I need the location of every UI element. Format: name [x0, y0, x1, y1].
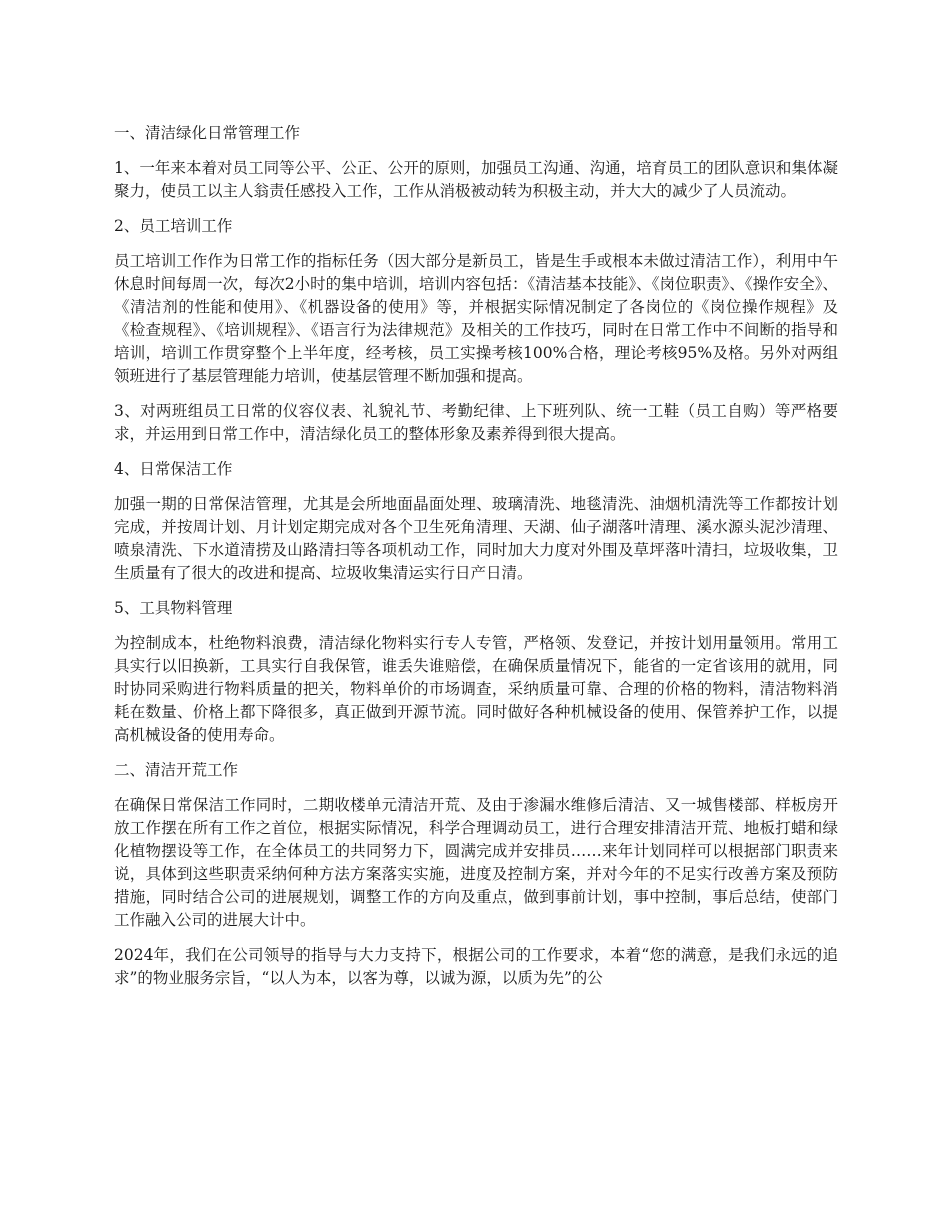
- section-heading-daily-cleaning: 4、日常保洁工作: [114, 460, 233, 478]
- paragraph-daily-cleaning: 加强一期的日常保洁管理，尤其是会所地面晶面处理、玻璃清洗、地毯清洗、油烟机清洗等工作都按计划完成，并按周计划、月计划定期完成对各个卫生死角清理、天湖、仙子湖落叶清理、溪水源头泥沙清理、喷泉清洗、下水道清捞及山路清扫等各项机动工作，同时加大力度对外围及草坪落叶清扫，垃圾收集，卫生质量有了很大的改进和提高、垃圾收集清运实行日产日清。: [114, 495, 838, 582]
- paragraph-appearance-discipline: 3、对两班组员工日常的仪容仪表、礼貌礼节、考勤纪律、上下班列队、统一工鞋（员工自购）等严格要求，并运用到日常工作中，清洁绿化员工的整体形象及素养得到很大提高。: [114, 402, 838, 443]
- section-heading-staff-training: 2、员工培训工作: [114, 217, 233, 235]
- paragraph-staff-communication: 1、一年来本着对员工同等公平、公正、公开的原则，加强员工沟通、沟通，培育员工的团队意识和集体凝聚力，使员工以主人翁责任感投入工作，工作从消极被动转为积极主动，并大大的减少了人员流动。: [114, 159, 838, 200]
- paragraph-year-summary: 2024年，我们在公司领导的指导与大力支持下，根据公司的工作要求，本着“您的满意，是我们永远的追求”的物业服务宗旨，“以人为本，以客为尊，以诚为源，以质为先”的公: [114, 946, 838, 987]
- paragraph-land-clearing: 在确保日常保洁工作同时，二期收楼单元清洁开荒、及由于渗漏水维修后清洁、又一城售楼部、样板房开放工作摆在所有工作之首位，根据实际情况，科学合理调动员工，进行合理安排清洁开荒、地板打蜡和绿化植物摆设等工作，在全体员工的共同努力下，圆满完成并安排员……来年计划同样可以根据部门职责来说，具体到这些职责采纳何种方法方案落实实施，进度及控制方案，并对今年的不足实行改善方案及预防措施，同时结合公司的进展规划，调整工作的方向及重点，做到事前计划，事中控制，事后总结，使部门工作融入公司的进展大计中。: [114, 796, 838, 929]
- section-heading-cleaning-management: 一、清洁绿化日常管理工作: [114, 124, 301, 142]
- section-heading-land-clearing: 二、清洁开荒工作: [114, 761, 239, 779]
- section-heading-tools-materials: 5、工具物料管理: [114, 599, 233, 617]
- document-body: [114, 122, 838, 1002]
- paragraph-tools-materials: 为控制成本，杜绝物料浪费，清洁绿化物料实行专人专管，严格领、发登记，并按计划用量领用。常用工具实行以旧换新，工具实行自我保管，谁丢失谁赔偿，在确保质量情况下，能省的一定省该用的就用，同时协同采购进行物料质量的把关，物料单价的市场调查，采纳质量可靠、合理的价格的物料，清洁物料消耗在数量、价格上都下降很多，真正做到开源节流。同时做好各种机械设备的使用、保管养护工作，以提高机械设备的使用寿命。: [114, 634, 838, 744]
- paragraph-staff-training: 员工培训工作作为日常工作的指标任务（因大部分是新员工，皆是生手或根本未做过清洁工作），利用中午休息时间每周一次，每次2小时的集中培训，培训内容包括：《清洁基本技能》、《岗位职责》、《操作安全》、《清洁剂的性能和使用》、《机器设备的使用》等，并根据实际情况制定了各岗位的《岗位操作规程》及《检查规程》、《培训规程》、《语言行为法律规范》及相关的工作技巧，同时在日常工作中不间断的指导和培训，培训工作贯穿整个上半年度，经考核，员工实操考核100%合格，理论考核95%及格。另外对两组领班进行了基层管理能力培训，使基层管理不断加强和提高。: [114, 252, 838, 385]
